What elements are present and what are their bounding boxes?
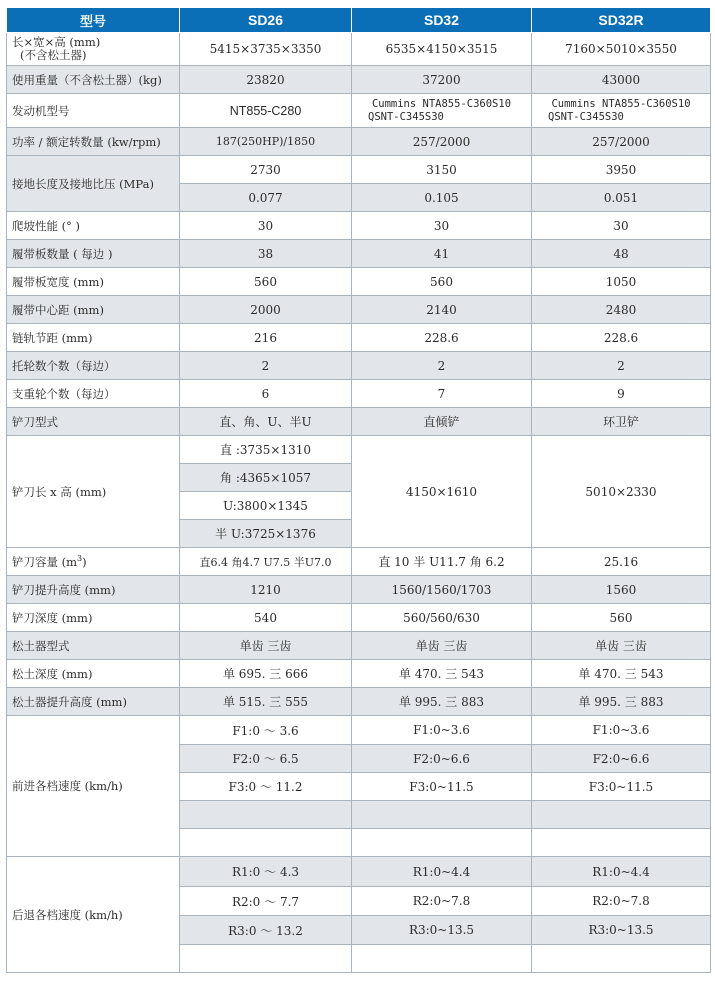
- label-blade-lift: 铲刀提升高度 (mm): [7, 576, 180, 604]
- label-climb: 爬坡性能 (° ): [7, 212, 180, 240]
- empty-cell: [180, 801, 352, 829]
- value-blade-lift-sd32r: 1560: [532, 576, 711, 604]
- value-carrier-rollers-sd32: 2: [352, 352, 532, 380]
- spec-table: [6, 7, 711, 973]
- value-blade-size-sd26-u: U:3800×1345: [180, 492, 352, 520]
- value-reverse-r2-sd26: R2:0 ～ 7.7: [180, 887, 352, 916]
- label-gauge: 履带中心距 (mm): [7, 296, 180, 324]
- value-pitch-sd32: 228.6: [352, 324, 532, 352]
- header-model-sd32r: SD32R: [532, 8, 711, 33]
- value-blade-depth-sd26: 540: [180, 604, 352, 632]
- value-gauge-sd26: 2000: [180, 296, 352, 324]
- label-shoe-width: 履带板宽度 (mm): [7, 268, 180, 296]
- value-power-sd32r: 257/2000: [532, 128, 711, 156]
- value-weight-sd26: 23820: [180, 66, 352, 94]
- value-blade-lift-sd26: 1210: [180, 576, 352, 604]
- row-track-rollers: [7, 380, 711, 408]
- value-power-sd32: 257/2000: [352, 128, 532, 156]
- label-blade-capacity-sup: 3: [77, 553, 83, 563]
- value-engine-sd26: NT855-C280: [180, 94, 352, 128]
- empty-cell: [180, 829, 352, 857]
- row-forward-1: [7, 716, 711, 745]
- row-blade-type: [7, 408, 711, 436]
- value-pitch-sd26: 216: [180, 324, 352, 352]
- empty-cell: [532, 945, 711, 973]
- value-climb-sd32: 30: [352, 212, 532, 240]
- label-blade-capacity: [7, 548, 180, 576]
- row-blade-capacity: [7, 548, 711, 576]
- value-blade-size-sd26-angle: 角 :4365×1057: [180, 464, 352, 492]
- label-carrier-rollers: 托轮数个数（每边）: [7, 352, 180, 380]
- value-ripper-depth-sd32r: 单 470. 三 543: [532, 660, 711, 688]
- row-shoes: [7, 240, 711, 268]
- label-ripper-depth: 松土深度 (mm): [7, 660, 180, 688]
- label-shoes: 履带板数量 ( 每边 ): [7, 240, 180, 268]
- value-climb-sd32r: 30: [532, 212, 711, 240]
- label-ground: 接地长度及接地比压 (MPa): [7, 156, 180, 212]
- row-blade-depth: [7, 604, 711, 632]
- value-reverse-r2-sd32: R2:0~7.8: [352, 887, 532, 916]
- label-dimensions-sub: (不含松土器): [20, 48, 87, 62]
- label-forward-speeds: 前进各档速度 (km/h): [7, 716, 180, 857]
- value-blade-capacity-sd32: 直 10 半 U11.7 角 6.2: [352, 548, 532, 576]
- label-blade-size: 铲刀长 x 高 (mm): [7, 436, 180, 548]
- value-blade-capacity-sd26: 直6.4 角4.7 U7.5 半U7.0: [180, 548, 352, 576]
- label-dimensions: [7, 33, 180, 66]
- value-blade-size-sd26-straight: 直 :3735×1310: [180, 436, 352, 464]
- header-row: [7, 8, 711, 33]
- value-engine-sd32-line2: QSNT-C345S30: [368, 110, 444, 123]
- value-ground-length-sd32: 3150: [352, 156, 532, 184]
- empty-cell: [352, 945, 532, 973]
- value-blade-depth-sd32: 560/560/630: [352, 604, 532, 632]
- value-ripper-lift-sd32r: 单 995. 三 883: [532, 688, 711, 716]
- label-ripper-lift: 松土器提升高度 (mm): [7, 688, 180, 716]
- empty-cell: [352, 829, 532, 857]
- value-shoes-sd32r: 48: [532, 240, 711, 268]
- label-blade-capacity-text: 铲刀容量 (m: [12, 554, 78, 569]
- row-dimensions: [7, 33, 711, 66]
- row-ripper-depth: [7, 660, 711, 688]
- value-blade-size-sd32: 4150×1610: [352, 436, 532, 548]
- header-model-sd26: SD26: [180, 8, 352, 33]
- row-climb: [7, 212, 711, 240]
- empty-cell: [352, 801, 532, 829]
- value-power-sd26: 187(250HP)/1850: [180, 128, 352, 156]
- value-forward-f1-sd32r: F1:0~3.6: [532, 716, 711, 745]
- value-dimensions-sd26: 5415×3735×3350: [180, 33, 352, 66]
- value-engine-sd32-line1: Cummins NTA855-C360S10: [371, 97, 512, 110]
- value-reverse-r1-sd26: R1:0 ～ 4.3: [180, 857, 352, 887]
- label-track-rollers: 支重轮个数（每边）: [7, 380, 180, 408]
- value-weight-sd32r: 43000: [532, 66, 711, 94]
- row-gauge: [7, 296, 711, 324]
- row-reverse-1: [7, 857, 711, 887]
- value-shoe-width-sd26: 560: [180, 268, 352, 296]
- value-engine-sd32: [352, 94, 532, 128]
- empty-cell: [532, 829, 711, 857]
- value-engine-sd32r: [532, 94, 711, 128]
- value-gauge-sd32: 2140: [352, 296, 532, 324]
- value-blade-type-sd32r: 环卫铲: [532, 408, 711, 436]
- value-engine-sd32r-line1: Cummins NTA855-C360S10: [551, 97, 691, 110]
- row-weight: [7, 66, 711, 94]
- row-shoe-width: [7, 268, 711, 296]
- row-ripper-lift: [7, 688, 711, 716]
- value-engine-sd32r-line2: QSNT-C345S30: [548, 110, 624, 123]
- value-reverse-r1-sd32r: R1:0~4.4: [532, 857, 711, 887]
- label-ripper-type: 松土器型式: [7, 632, 180, 660]
- label-power: 功率 / 额定转数量 (kw/rpm): [7, 128, 180, 156]
- value-forward-f2-sd32: F2:0~6.6: [352, 745, 532, 773]
- value-dimensions-sd32: 6535×4150×3515: [352, 33, 532, 66]
- value-weight-sd32: 37200: [352, 66, 532, 94]
- value-track-rollers-sd32r: 9: [532, 380, 711, 408]
- value-blade-capacity-sd32r: 25.16: [532, 548, 711, 576]
- row-ground-length: [7, 156, 711, 184]
- value-ground-pressure-sd26: 0.077: [180, 184, 352, 212]
- value-blade-type-sd26: 直、角、U、半U: [180, 408, 352, 436]
- value-ripper-depth-sd32: 单 470. 三 543: [352, 660, 532, 688]
- value-track-rollers-sd32: 7: [352, 380, 532, 408]
- value-carrier-rollers-sd32r: 2: [532, 352, 711, 380]
- value-forward-f3-sd32: F3:0~11.5: [352, 773, 532, 801]
- value-ripper-type-sd32r: 单齿 三齿: [532, 632, 711, 660]
- value-ripper-type-sd26: 单齿 三齿: [180, 632, 352, 660]
- value-blade-size-sd32r: 5010×2330: [532, 436, 711, 548]
- row-engine: [7, 94, 711, 128]
- value-pitch-sd32r: 228.6: [532, 324, 711, 352]
- value-reverse-r2-sd32r: R2:0~7.8: [532, 887, 711, 916]
- value-forward-f1-sd26: F1:0 ～ 3.6: [180, 716, 352, 745]
- value-carrier-rollers-sd26: 2: [180, 352, 352, 380]
- row-blade-lift: [7, 576, 711, 604]
- value-ripper-depth-sd26: 单 695. 三 666: [180, 660, 352, 688]
- value-ground-pressure-sd32: 0.105: [352, 184, 532, 212]
- row-power: [7, 128, 711, 156]
- value-gauge-sd32r: 2480: [532, 296, 711, 324]
- value-ground-pressure-sd32r: 0.051: [532, 184, 711, 212]
- header-model-sd32: SD32: [352, 8, 532, 33]
- value-forward-f3-sd26: F3:0 ～ 11.2: [180, 773, 352, 801]
- value-ripper-lift-sd26: 单 515. 三 555: [180, 688, 352, 716]
- value-track-rollers-sd26: 6: [180, 380, 352, 408]
- value-blade-depth-sd32r: 560: [532, 604, 711, 632]
- value-ground-length-sd26: 2730: [180, 156, 352, 184]
- label-reverse-speeds: 后退各档速度 (km/h): [7, 857, 180, 973]
- value-shoes-sd32: 41: [352, 240, 532, 268]
- label-weight: 使用重量（不含松土器）(kg): [7, 66, 180, 94]
- value-reverse-r3-sd32r: R3:0~13.5: [532, 916, 711, 945]
- label-engine: 发动机型号: [7, 94, 180, 128]
- value-reverse-r1-sd32: R1:0~4.4: [352, 857, 532, 887]
- empty-cell: [532, 801, 711, 829]
- label-pitch: 链轨节距 (mm): [7, 324, 180, 352]
- value-blade-lift-sd32: 1560/1560/1703: [352, 576, 532, 604]
- label-dimensions-main: 长×宽×高 (mm): [12, 35, 101, 49]
- value-shoe-width-sd32: 560: [352, 268, 532, 296]
- row-carrier-rollers: [7, 352, 711, 380]
- value-climb-sd26: 30: [180, 212, 352, 240]
- value-reverse-r3-sd26: R3:0 ～ 13.2: [180, 916, 352, 945]
- value-forward-f2-sd26: F2:0 ～ 6.5: [180, 745, 352, 773]
- row-blade-size-1: [7, 436, 711, 464]
- value-reverse-r3-sd32: R3:0~13.5: [352, 916, 532, 945]
- value-forward-f3-sd32r: F3:0~11.5: [532, 773, 711, 801]
- value-shoes-sd26: 38: [180, 240, 352, 268]
- value-dimensions-sd32r: 7160×5010×3550: [532, 33, 711, 66]
- value-forward-f1-sd32: F1:0~3.6: [352, 716, 532, 745]
- empty-cell: [180, 945, 352, 973]
- label-blade-capacity-end: ): [82, 554, 87, 569]
- row-ripper-type: [7, 632, 711, 660]
- row-pitch: [7, 324, 711, 352]
- value-ripper-type-sd32: 单齿 三齿: [352, 632, 532, 660]
- value-ripper-lift-sd32: 单 995. 三 883: [352, 688, 532, 716]
- value-blade-size-sd26-semi-u: 半 U:3725×1376: [180, 520, 352, 548]
- label-blade-depth: 铲刀深度 (mm): [7, 604, 180, 632]
- header-label: 型号: [7, 8, 180, 33]
- value-ground-length-sd32r: 3950: [532, 156, 711, 184]
- label-blade-type: 铲刀型式: [7, 408, 180, 436]
- value-blade-type-sd32: 直倾铲: [352, 408, 532, 436]
- value-shoe-width-sd32r: 1050: [532, 268, 711, 296]
- value-forward-f2-sd32r: F2:0~6.6: [532, 745, 711, 773]
